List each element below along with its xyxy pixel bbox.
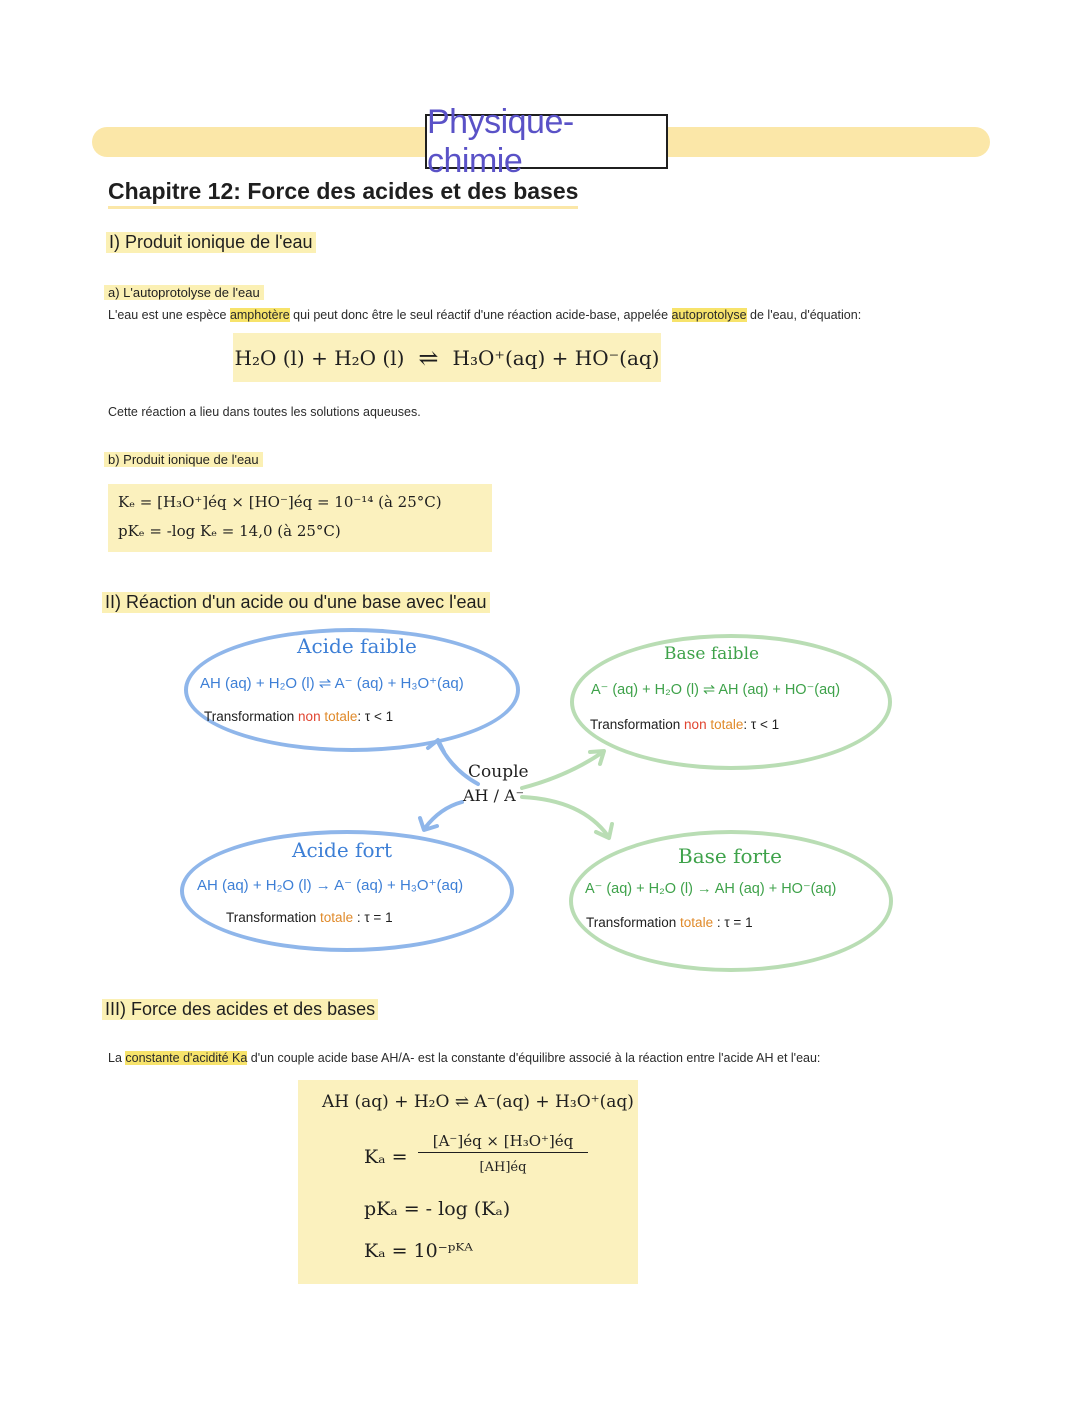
section3-title: III) Force des acides et des bases: [102, 999, 378, 1020]
base-faible-transformation: [590, 717, 779, 732]
text-part: Transformation: [204, 709, 299, 724]
highlight-amphotere: amphotère: [229, 308, 290, 322]
text-part: d'un couple acide base AH/A- est la constante d'équilibre associé à la réaction entre l'acide AH et l'eau:: [247, 1051, 821, 1065]
text-part: Transformation: [586, 915, 681, 930]
ke-formula: Kₑ = [H₃O⁺]éq × [HO⁻]éq = 10⁻¹⁴ (à 25°C): [118, 493, 442, 511]
arrow-to-base-forte: [522, 797, 608, 836]
base-faible-title: Base faible: [664, 644, 760, 664]
section1-title: I) Produit ionique de l'eau: [106, 232, 316, 253]
pke-formula: pKₑ = -log Kₑ = 14,0 (à 25°C): [118, 522, 341, 540]
acide-faible-title: Acide faible: [297, 634, 417, 658]
ka-reaction-equation: AH (aq) + H₂O ⇌ A⁻(aq) + H₃O⁺(aq): [322, 1092, 634, 1112]
equilibrium-arrow-icon: ⇌: [418, 343, 439, 372]
arrow-to-acide-fort: [425, 802, 462, 828]
ka-label: Kₐ =: [364, 1146, 408, 1168]
text-part: L'eau est une espèce: [108, 308, 230, 322]
non-label: non: [298, 709, 321, 724]
arrow-to-base-faible: [522, 752, 603, 788]
non-label: non: [684, 717, 707, 732]
ka-power-formula: Kₐ = 10⁻ᵖᴷᴬ: [364, 1240, 473, 1262]
totale-label: totale: [324, 709, 358, 724]
chapter-title: Chapitre 12: Force des acides et des bases: [108, 178, 578, 209]
highlight-constante-acidite: constante d'acidité Ka: [125, 1051, 248, 1065]
text-part: de l'eau, d'équation:: [746, 308, 862, 322]
highlight-autoprotolyse: autoprotolyse: [671, 308, 747, 322]
pka-formula: pKₐ = - log (Kₐ): [364, 1198, 511, 1220]
base-forte-equation: A⁻ (aq) + H₂O (l) → AH (aq) + HO⁻(aq): [585, 881, 837, 897]
acide-faible-equation: AH (aq) + H₂O (l) ⇌ A⁻ (aq) + H₃O⁺(aq): [200, 675, 464, 692]
base-forte-transformation: [586, 915, 753, 930]
acide-fort-equation: AH (aq) + H₂O (l) → A⁻ (aq) + H₃O⁺(aq): [197, 877, 464, 894]
couple-formula: AH / A⁻: [463, 786, 525, 805]
text-part: Transformation: [590, 717, 685, 732]
acide-fort-title: Acide fort: [292, 838, 393, 862]
tau-value: : τ < 1: [357, 709, 394, 724]
text-part: qui peut donc être le seul réactif d'une réaction acide-base, appelée: [289, 308, 672, 322]
ka-formulas-box: [298, 1080, 638, 1284]
totale-label: totale: [680, 915, 714, 930]
text-part: Transformation: [226, 910, 321, 925]
equation-left: H₂O (l) + H₂O (l): [234, 345, 405, 370]
totale-label: totale: [710, 717, 744, 732]
base-faible-equation: A⁻ (aq) + H₂O (l) ⇌ AH (aq) + HO⁻(aq): [591, 682, 841, 698]
tau-value: : τ = 1: [716, 915, 753, 930]
reaction-note: Cette réaction a lieu dans toutes les solutions aqueuses.: [108, 405, 421, 419]
acide-faible-transformation: [204, 709, 393, 724]
ka-numerator: [A⁻]éq × [H₃O⁺]éq: [418, 1132, 588, 1153]
acide-fort-transformation: [226, 910, 393, 925]
section1a-title: a) L'autoprotolyse de l'eau: [104, 285, 264, 300]
ka-denominator: [AH]éq: [479, 1160, 527, 1175]
tau-value: : τ < 1: [743, 717, 780, 732]
section2-title: II) Réaction d'un acide ou d'une base avec l'eau: [102, 592, 490, 613]
subject-title: Physique-chimie: [425, 114, 668, 169]
section1b-title: b) Produit ionique de l'eau: [104, 452, 263, 467]
equation-right: H₃O⁺(aq) + HO⁻(aq): [452, 345, 660, 370]
couple-label: Couple: [468, 762, 529, 782]
ka-definition-text: [108, 1051, 1048, 1065]
totale-label: totale: [320, 910, 354, 925]
base-forte-title: Base forte: [678, 844, 782, 868]
text-part: La: [108, 1051, 126, 1065]
tau-value: : τ = 1: [356, 910, 393, 925]
